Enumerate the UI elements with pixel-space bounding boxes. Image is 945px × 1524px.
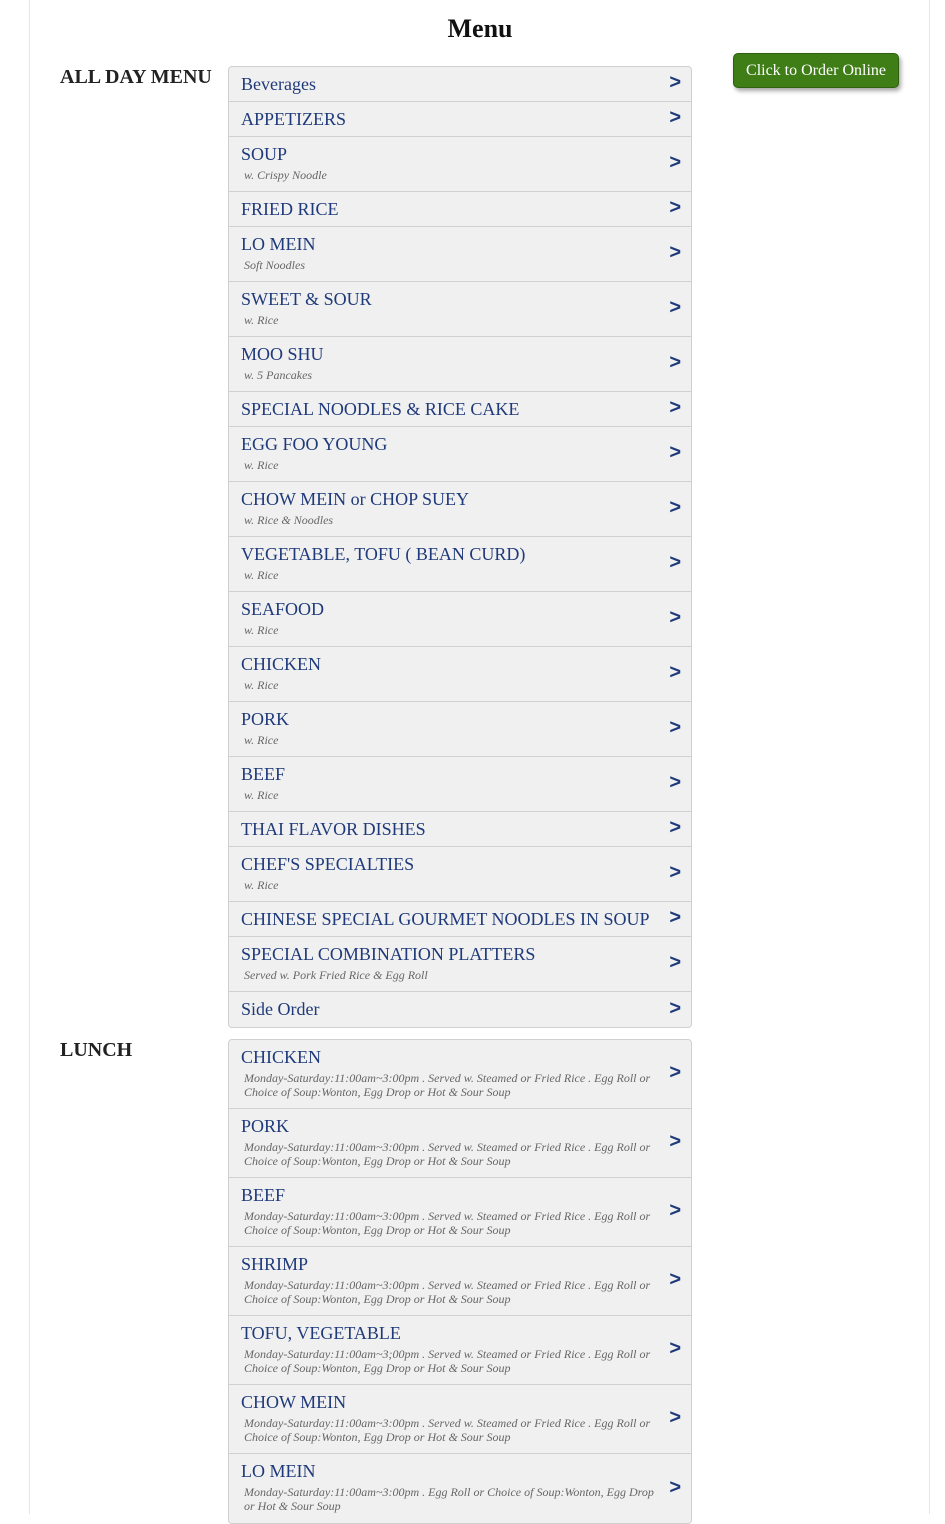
menu-category-item[interactable] <box>229 647 691 702</box>
menu-category-item[interactable] <box>229 757 691 812</box>
menu-category-item[interactable] <box>229 102 691 137</box>
chevron-right-icon: > <box>669 551 681 574</box>
menu-category-item[interactable] <box>229 902 691 937</box>
menu-category-item[interactable] <box>229 1109 691 1178</box>
menu-category-title: CHICKEN <box>241 1047 321 1067</box>
menu-category-subtitle: w. Rice <box>244 568 279 582</box>
menu-category-title: CHINESE SPECIAL GOURMET NOODLES IN SOUP <box>241 909 650 929</box>
chevron-right-icon: > <box>669 1406 681 1429</box>
menu-category-subtitle: w. Rice <box>244 878 279 892</box>
menu-category-title: Side Order <box>241 999 320 1019</box>
menu-category-item[interactable] <box>229 67 691 102</box>
menu-category-title: CHICKEN <box>241 654 321 674</box>
menu-category-title: SEAFOOD <box>241 599 325 619</box>
menu-category-item[interactable] <box>229 1040 691 1109</box>
menu-category-title: APPETIZERS <box>241 109 347 129</box>
menu-category-item[interactable] <box>229 482 691 537</box>
menu-category-item[interactable] <box>229 1316 691 1385</box>
chevron-right-icon: > <box>669 861 681 884</box>
menu-category-item[interactable] <box>229 1385 691 1454</box>
chevron-right-icon: > <box>669 151 681 174</box>
menu-category-subtitle: w. Rice & Noodles <box>244 513 334 527</box>
chevron-right-icon: > <box>669 1337 681 1360</box>
menu-category-title: SPECIAL COMBINATION PLATTERS <box>241 944 536 964</box>
menu-category-title: EGG FOO YOUNG <box>241 434 388 454</box>
menu-category-title: CHEF'S SPECIALTIES <box>241 854 415 874</box>
menu-category-subtitle: Served w. Pork Fried Rice & Egg Roll <box>244 968 428 982</box>
menu-category-subtitle: Monday-Saturday:11:00am~3:00pm . Served w. Steamed or Fried Rice . Egg Roll or Choice of Soup:Wonton, Egg Drop or Hot & Sour Soup <box>244 1278 651 1306</box>
menu-category-title: VEGETABLE, TOFU ( BEAN CURD) <box>241 544 526 564</box>
menu-category-item[interactable] <box>229 137 691 192</box>
menu-category-title: SOUP <box>241 144 288 164</box>
chevron-right-icon: > <box>669 196 681 219</box>
menu-category-item[interactable] <box>229 1247 691 1316</box>
menu-category-item[interactable] <box>229 192 691 227</box>
menu-category-subtitle: Monday-Saturday:11:00am~3:00pm . Served w. Steamed or Fried Rice . Egg Roll or Choice of Soup:Wonton, Egg Drop or Hot & Sour Soup <box>244 1140 651 1168</box>
chevron-right-icon: > <box>669 441 681 464</box>
menu-category-subtitle: Soft Noodles <box>244 258 306 272</box>
menu-category-subtitle: w. Rice <box>244 733 279 747</box>
menu-category-subtitle: Monday-Saturday:11:00am~3:00pm . Served w. Steamed or Fried Rice . Egg Roll or Choice of Soup:Wonton, Egg Drop or Hot & Sour Soup <box>244 1416 651 1444</box>
chevron-right-icon: > <box>669 351 681 374</box>
chevron-right-icon: > <box>669 496 681 519</box>
chevron-right-icon: > <box>669 1061 681 1084</box>
menu-category-item[interactable] <box>229 537 691 592</box>
chevron-right-icon: > <box>669 996 681 1019</box>
menu-category-item[interactable] <box>229 592 691 647</box>
menu-category-subtitle: w. Rice <box>244 623 279 637</box>
menu-category-item[interactable] <box>229 282 691 337</box>
chevron-right-icon: > <box>669 816 681 839</box>
menu-category-subtitle: w. Rice <box>244 458 279 472</box>
menu-category-subtitle: Monday-Saturday:11:00am~3;00pm . Served w. Steamed or Fried Rice . Egg Roll or Choice of Soup:Wonton, Egg Drop or Hot & Sour Soup <box>244 1347 651 1375</box>
all-day-menu-list <box>228 66 692 1028</box>
menu-category-title: Beverages <box>241 74 316 94</box>
menu-category-title: BEEF <box>241 764 286 784</box>
menu-category-title: LO MEIN <box>241 234 316 254</box>
menu-category-subtitle: Monday-Saturday:11:00am~3:00pm . Served w. Steamed or Fried Rice . Egg Roll or Choice of Soup:Wonton, Egg Drop or Hot & Sour Soup <box>244 1209 651 1237</box>
section-label-all-day: ALL DAY MENU <box>60 66 212 88</box>
chevron-right-icon: > <box>669 1199 681 1222</box>
menu-category-title: MOO SHU <box>241 344 324 364</box>
chevron-right-icon: > <box>669 106 681 129</box>
menu-category-item[interactable] <box>229 847 691 902</box>
menu-category-title: SHRIMP <box>241 1254 309 1274</box>
page-title: Menu <box>447 14 513 43</box>
menu-category-title: CHOW MEIN <box>241 1392 347 1412</box>
menu-category-item[interactable] <box>229 227 691 282</box>
chevron-right-icon: > <box>669 71 681 94</box>
menu-category-title: THAI FLAVOR DISHES <box>241 819 426 839</box>
menu-category-subtitle: Monday-Saturday:11:00am~3:00pm . Served w. Steamed or Fried Rice . Egg Roll or Choice of Soup:Wonton, Egg Drop or Hot & Sour Soup <box>244 1071 651 1099</box>
chevron-right-icon: > <box>669 296 681 319</box>
chevron-right-icon: > <box>669 771 681 794</box>
menu-category-item[interactable] <box>229 337 691 392</box>
chevron-right-icon: > <box>669 1475 681 1498</box>
menu-category-item[interactable] <box>229 1178 691 1247</box>
chevron-right-icon: > <box>669 241 681 264</box>
menu-category-title: SWEET & SOUR <box>241 289 372 309</box>
menu-category-title: PORK <box>241 1116 290 1136</box>
order-online-button[interactable]: Click to Order Online <box>733 53 899 88</box>
menu-category-title: BEEF <box>241 1185 286 1205</box>
chevron-right-icon: > <box>669 951 681 974</box>
menu-category-title: PORK <box>241 709 290 729</box>
chevron-right-icon: > <box>669 396 681 419</box>
menu-category-subtitle: w. Rice <box>244 313 279 327</box>
menu-category-subtitle: w. Rice <box>244 788 279 802</box>
menu-category-subtitle: w. Crispy Noodle <box>244 168 327 182</box>
menu-category-item[interactable] <box>229 1454 691 1523</box>
menu-category-item[interactable] <box>229 702 691 757</box>
menu-category-subtitle: w. Rice <box>244 678 279 692</box>
menu-category-title: FRIED RICE <box>241 199 339 219</box>
chevron-right-icon: > <box>669 1268 681 1291</box>
chevron-right-icon: > <box>669 716 681 739</box>
menu-category-subtitle: w. 5 Pancakes <box>244 368 313 382</box>
menu-category-item[interactable] <box>229 392 691 427</box>
menu-category-title: SPECIAL NOODLES & RICE CAKE <box>241 399 520 419</box>
menu-category-item[interactable] <box>229 992 691 1027</box>
chevron-right-icon: > <box>669 606 681 629</box>
menu-category-title: LO MEIN <box>241 1461 316 1481</box>
menu-category-item[interactable] <box>229 812 691 847</box>
section-label-lunch: LUNCH <box>60 1039 133 1061</box>
chevron-right-icon: > <box>669 661 681 684</box>
menu-category-subtitle: Monday-Saturday:11:00am~3:00pm . Egg Roll or Choice of Soup:Wonton, Egg Drop or Hot & Sour Soup <box>244 1485 654 1513</box>
menu-category-item[interactable] <box>229 937 691 992</box>
menu-category-title: CHOW MEIN or CHOP SUEY <box>241 489 470 509</box>
chevron-right-icon: > <box>669 1130 681 1153</box>
menu-category-item[interactable] <box>229 427 691 482</box>
chevron-right-icon: > <box>669 906 681 929</box>
menu-category-title: TOFU, VEGETABLE <box>241 1323 401 1343</box>
lunch-menu-list <box>228 1039 692 1524</box>
